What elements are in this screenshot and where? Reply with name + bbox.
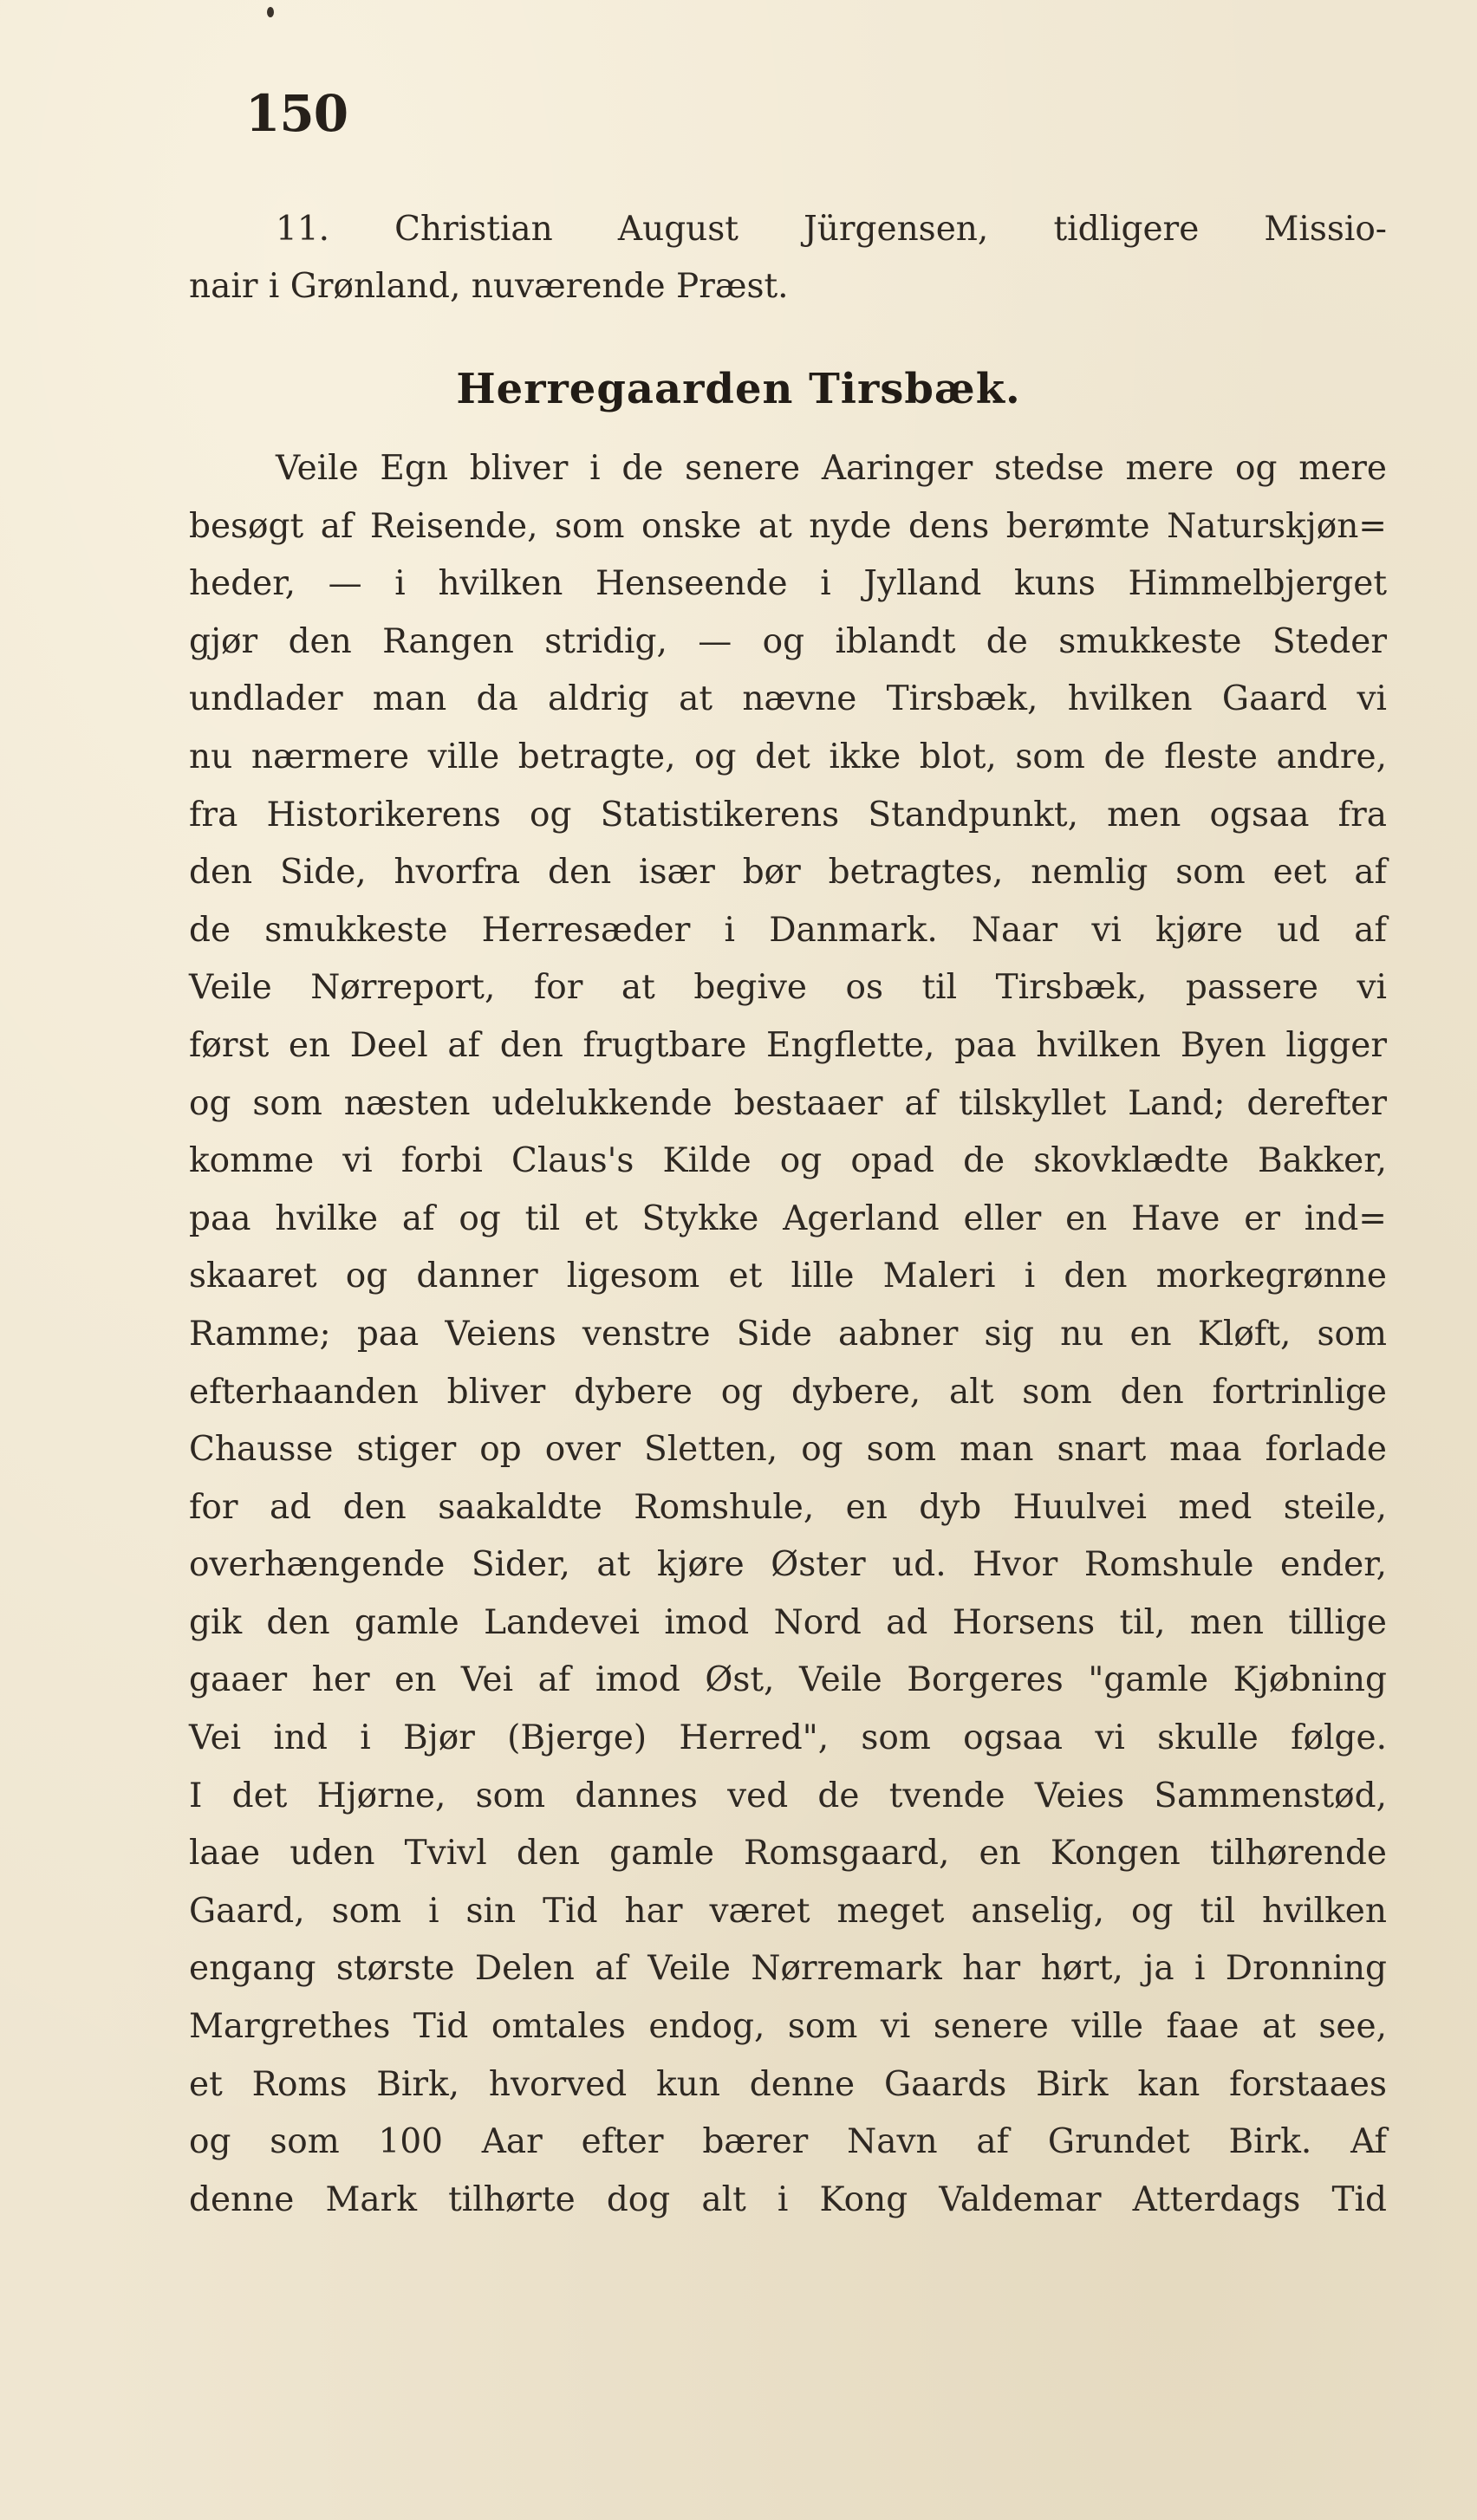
- text-line: heder, — i hvilken Henseende i Jylland kuns Himmelbjerget: [189, 564, 1387, 604]
- section-heading: Herregaarden Tirsbæk.: [456, 365, 1021, 413]
- text-line: de smukkeste Herresæder i Danmark. Naar vi kjøre ud af: [189, 910, 1387, 950]
- entry-line-2: nair i Grønland, nuværende Præst.: [189, 267, 789, 306]
- text-line: nu nærmere ville betragte, og det ikke blot, som de fleste andre,: [189, 737, 1387, 776]
- text-line: Chausse stiger op over Sletten, og som man snart maa forlade: [189, 1430, 1387, 1470]
- text-line: først en Deel af den frugtbare Engflette, paa hvilken Byen ligger: [189, 1025, 1387, 1065]
- text-line: Gaard, som i sin Tid har været meget anselig, og til hvilken: [189, 1891, 1387, 1931]
- list-entry-11: [189, 201, 1387, 315]
- text-line: Veile Nørreport, for at begive os til Tirsbæk, passere vi: [189, 968, 1387, 1008]
- text-line: for ad den saakaldte Romshule, en dyb Huulvei med steile,: [189, 1487, 1387, 1527]
- text-line: og som 100 Aar efter bærer Navn af Grundet Birk. Af: [189, 2122, 1387, 2162]
- text-line: den Side, hvorfra den især bør betragtes, nemlig som eet af: [189, 853, 1387, 893]
- text-line: komme vi forbi Claus's Kilde og opad de skovklædte Bakker,: [189, 1141, 1387, 1181]
- ink-speck: [267, 7, 274, 17]
- text-line: gaaer her en Vei af imod Øst, Veile Borgeres "gamle Kjøbning: [189, 1660, 1387, 1700]
- text-line: Ramme; paa Veiens venstre Side aabner sig nu en Kløft, som: [189, 1314, 1387, 1354]
- text-line: et Roms Birk, hvorved kun denne Gaards Birk kan forstaaes: [189, 2064, 1387, 2104]
- text-line: gjør den Rangen stridig, — og iblandt de smukkeste Steder: [189, 621, 1387, 661]
- text-line: og som næsten udelukkende bestaaer af tilskyllet Land; derefter: [189, 1083, 1387, 1123]
- text-line: laae uden Tvivl den gamle Romsgaard, en Kongen tilhørende: [189, 1834, 1387, 1874]
- text-line: Veile Egn bliver i de senere Aaringer stedse mere og mere: [276, 449, 1387, 488]
- text-line: undlader man da aldrig at nævne Tirsbæk, hvilken Gaard vi: [189, 679, 1387, 719]
- text-line: gik den gamle Landevei imod Nord ad Horsens til, men tillige: [189, 1602, 1387, 1642]
- text-line: overhængende Sider, at kjøre Øster ud. Hvor Romshule ender,: [189, 1545, 1387, 1585]
- page-number: 150: [245, 84, 348, 143]
- text-line: paa hvilke af og til et Stykke Agerland eller en Have er ind=: [189, 1198, 1387, 1238]
- entry-line-1: 11. Christian August Jürgensen, tidligere Missio-: [276, 210, 1387, 249]
- text-line: fra Historikerens og Statistikerens Standpunkt, men ogsaa fra: [189, 795, 1387, 835]
- text-line: engang største Delen af Veile Nørremark har hørt, ja i Dronning: [189, 1949, 1387, 1989]
- text-line: efterhaanden bliver dybere og dybere, alt som den fortrinlige: [189, 1372, 1387, 1412]
- text-line: Margrethes Tid omtales endog, som vi senere ville faae at see,: [189, 2007, 1387, 2047]
- text-line: Vei ind i Bjør (Bjerge) Herred", som ogsaa vi skulle følge.: [189, 1718, 1387, 1758]
- text-line: besøgt af Reisende, som onske at nyde dens berømte Naturskjøn=: [189, 506, 1387, 546]
- body-paragraph: [189, 440, 1387, 2229]
- text-line: denne Mark tilhørte dog alt i Kong Valdemar Atterdags Tid: [189, 2179, 1387, 2219]
- text-line: I det Hjørne, som dannes ved de tvende Veies Sammenstød,: [189, 1776, 1387, 1815]
- text-line: skaaret og danner ligesom et lille Maleri i den morkegrønne: [189, 1257, 1387, 1296]
